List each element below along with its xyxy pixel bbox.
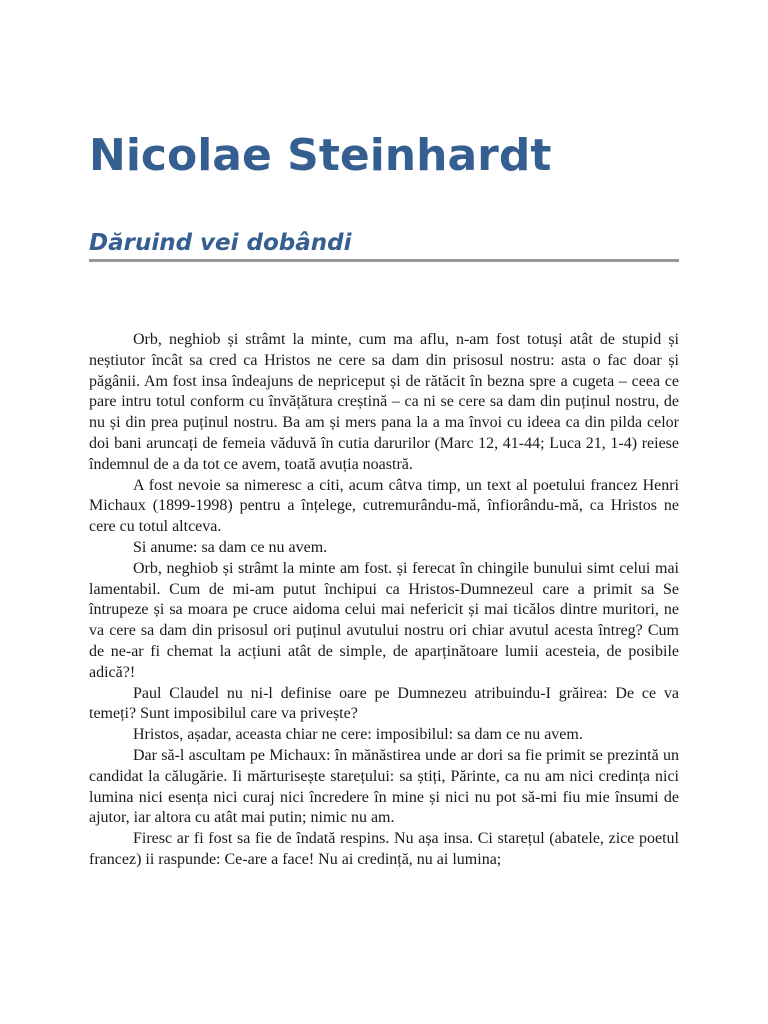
document-title: Dăruind vei dobândi <box>89 230 352 256</box>
paragraph: Firesc ar fi fost sa fie de îndată respins. Nu așa insa. Ci starețul (abatele, zice poetul francez) ii raspunde: Ce-are a face! Nu ai credință, nu ai lumina; <box>89 830 679 868</box>
paragraph: Hristos, așadar, aceasta chiar ne cere: imposibilul: sa dam ce nu avem. <box>133 726 583 744</box>
paragraph: Paul Claudel nu ni-l definise oare pe Dumnezeu atribuindu-I grăirea: De ce va temeți? Sunt imposibilul care va privește? <box>89 684 679 723</box>
title-divider <box>89 259 679 262</box>
author-name: Nicolae Steinhardt <box>89 130 552 181</box>
paragraph: Orb, neghiob și strâmt la minte am fost. și ferecat în chingile bunului simt celui mai lamentabil. Cum de mi-am putut închipui ca Hristos-Dumnezeul care a primit sa Se întrupeze și sa moara pe cruce aidoma celui mai nefericit și mai ticălos dintre muritori, ne va cere sa dam din prisosul ori puținul avutului nostru ori chiar avutul acesta întreg? Cum de ne-ar fi chemat la acțiuni atât de simple, de aparținătoare lumii acesteia, de posibile adică?! <box>89 559 679 681</box>
paragraph: Dar să-l ascultam pe Michaux: în mănăstirea unde ar dori sa fie primit se prezintă un candidat la călugărie. Ii mărturisește starețului: sa știți, Părinte, ca nu am nici credința nici lumina nici esența nici curaj nici încredere în mine și nici nu pot să-mi fiu mie însumi de ajutor, iar altora cu atât mai putin; nimic nu am. <box>89 746 679 827</box>
paragraph: Si anume: sa dam ce nu avem. <box>133 538 328 556</box>
paragraph: A fost nevoie sa nimeresc a citi, acum câtva timp, un text al poetului francez Henri Michaux (1899-1998) pentru a înțelege, cutremurându-mă, înfiorându-mă, ca Hristos ne cere cu totul altceva. <box>89 476 679 536</box>
body-text <box>89 330 679 871</box>
paragraph: Orb, neghiob și strâmt la minte, cum ma aflu, n-am fost totuși atât de stupid și neștiutor încât sa cred ca Hristos ne cere sa dam din prisosul nostru: asta o fac doar și păgânii. Am fost insa îndeajuns de nepriceput și de rătăcit în bezna spre a cugeta – ceea ce pare intru totul conform cu învățătura creștină – ca ni se cere sa dam din puținul nostru, de nu și din prea puținul nostru. Ba am și mers pana la a ma învoi cu ideea ca din pilda celor doi bani aruncați de femeia văduvă în cutia darurilor (Marc 12, 41-44; Luca 21, 1-4) reiese îndemnul de a da tot ce avem, toată avuția noastră. <box>89 331 679 473</box>
